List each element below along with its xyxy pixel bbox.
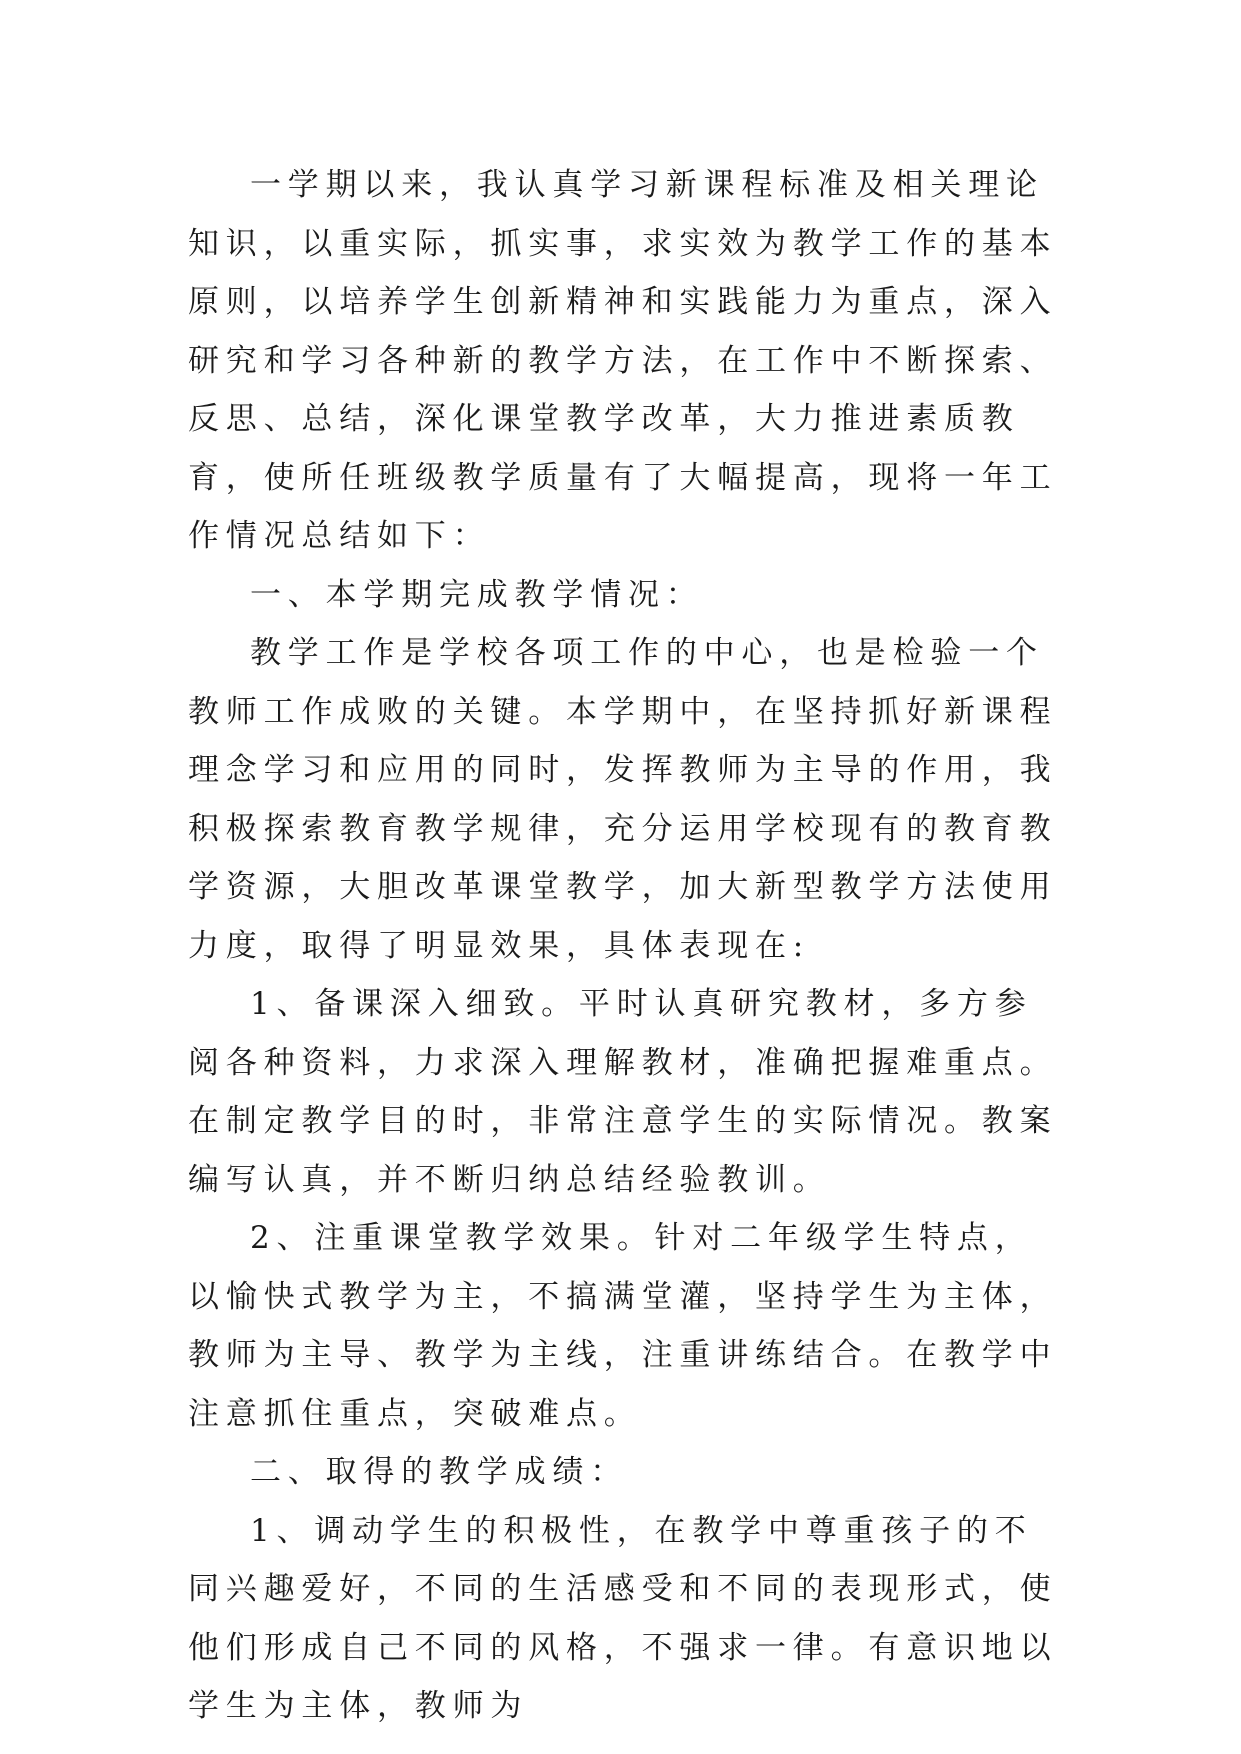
section-heading-1: 一、本学期完成教学情况：: [250, 576, 704, 613]
paragraph-section-1: 教学工作是学校各项工作的中心，也是检验一个教师工作成败的关键。本学期中，在坚持抓好新课程理念学习和应用的同时，发挥教师为主导的作用，我积极探索教育教学规律，充分运用学校现有的教育教学资源，大胆改革课堂教学，加大新型教学方法使用力度，取得了明显效果，具体表现在:: [188, 635, 1058, 964]
list-item-classroom-effect: 2、注重课堂教学效果。针对二年级学生特点，以愉快式教学为主，不搞满堂灌，坚持学生为主体，教师为主导、教学为主线，注重讲练结合。在教学中注意抓住重点，突破难点。: [188, 1220, 1058, 1432]
document-body: [188, 156, 1068, 1736]
paragraph-intro: 一学期以来，我认真学习新课程标准及相关理论知识，以重实际，抓实事，求实效为教学工作的基本原则，以培养学生创新精神和实践能力为重点，深入研究和学习各种新的教学方法，在工作中不断探索、反思、总结，深化课堂教学改革，大力推进素质教育，使所任班级教学质量有了大幅提高，现将一年工作情况总结如下：: [188, 167, 1058, 554]
section-heading-2: 二、取得的教学成绩：: [250, 1454, 628, 1490]
list-item-motivation: 1、调动学生的积极性，在教学中尊重孩子的不同兴趣爱好，不同的生活感受和不同的表现形式，使他们形成自己不同的风格，不强求一律。有意识地以学生为主体，教师为: [188, 1512, 1058, 1724]
list-item-preparation: 1、备课深入细致。平时认真研究教材，多方参阅各种资料，力求深入理解教材，准确把握难重点。在制定教学目的时，非常注意学生的实际情况。教案编写认真，并不断归纳总结经验教训。: [188, 986, 1058, 1198]
